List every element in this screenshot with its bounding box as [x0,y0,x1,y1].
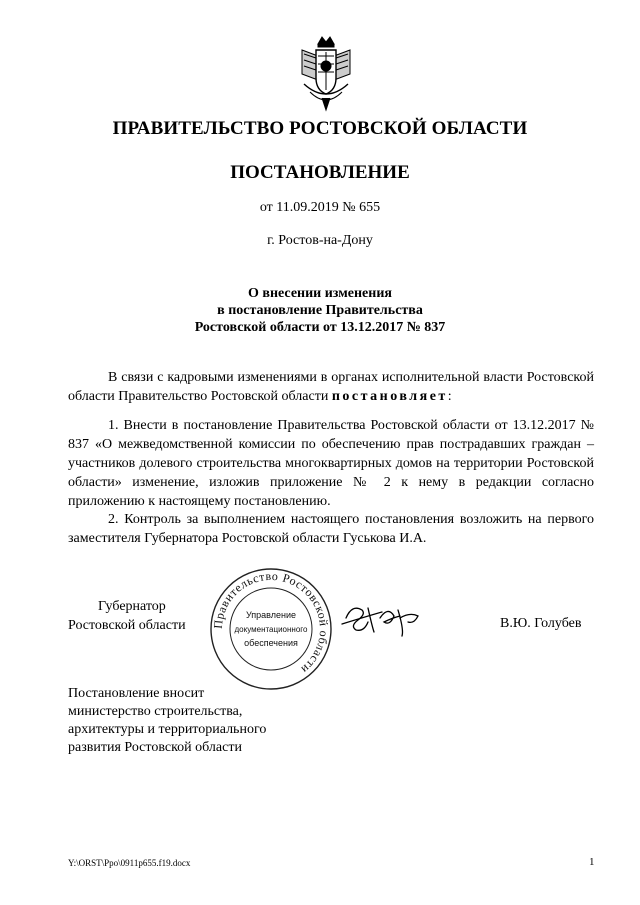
submitted-by-line: министерство строительства, [68,704,243,719]
item-2-paragraph [68,510,594,548]
preamble-keyword: постановляет [331,389,448,404]
stamp-ring-text: Правительство Ростовской области [210,568,332,677]
preamble-paragraph [68,368,594,406]
stamp-inner-line: документационного [234,625,308,634]
signatory-name: В.Ю. Голубев [500,616,582,631]
subject-line: Ростовской области от 13.12.2017 № 837 [194,320,446,335]
document-type: ПОСТАНОВЛЕНИЕ [230,162,410,183]
official-stamp [208,566,334,692]
item-2-text: 2. Контроль за выполнением настоящего постановления возложить на первого заместителя Губернатора Ростовской области Гуськова И.А. [68,512,594,546]
preamble-text: В связи с кадровыми изменениями в органах исполнительной власти Ростовской области Правительство Ростовской области [68,370,594,404]
stamp-inner-line: обеспечения [244,638,298,648]
government-title: ПРАВИТЕЛЬСТВО РОСТОВСКОЙ ОБЛАСТИ [112,118,528,139]
submitted-by-line: архитектуры и территориального [68,722,267,737]
submitted-by-block [68,685,328,757]
preamble-end: : [447,389,452,404]
document-date-number: от 11.09.2019 № 655 [259,200,381,215]
signatory-position [68,597,218,635]
signatory-position-line: Губернатор [98,599,166,614]
stamp-inner-line: Управление [245,610,297,620]
subject-line: в постановление Правительства [217,303,423,318]
item-1-paragraph [68,416,594,511]
document-city: г. Ростов-на-Дону [267,233,373,248]
handwritten-signature [338,596,428,642]
document-subject [0,285,640,336]
coat-of-arms-icon [296,34,356,114]
signatory-position-line: Ростовской области [68,618,186,633]
subject-line: О внесении изменения [248,286,392,301]
submitted-by-line: Постановление вносит [68,686,205,701]
svg-text:Правительство Ростовской облас [211,569,331,677]
file-path: Y:\ORST\Ppo\0911p655.f19.docx [68,858,191,868]
submitted-by-line: развития Ростовской области [68,740,242,755]
item-1-text: 1. Внести в постановление Правительства Ростовской области от 13.12.2017 № 837 «О межведомственной комиссии по обеспечению прав пострадавших граждан – участников долевого строительства многоквартирных домов на территории Ростовской области» изменение, изложив приложение № 2 к нему в редакции согласно приложению к настоящему постановлению. [68,418,594,509]
page-number: 1 [589,856,595,868]
